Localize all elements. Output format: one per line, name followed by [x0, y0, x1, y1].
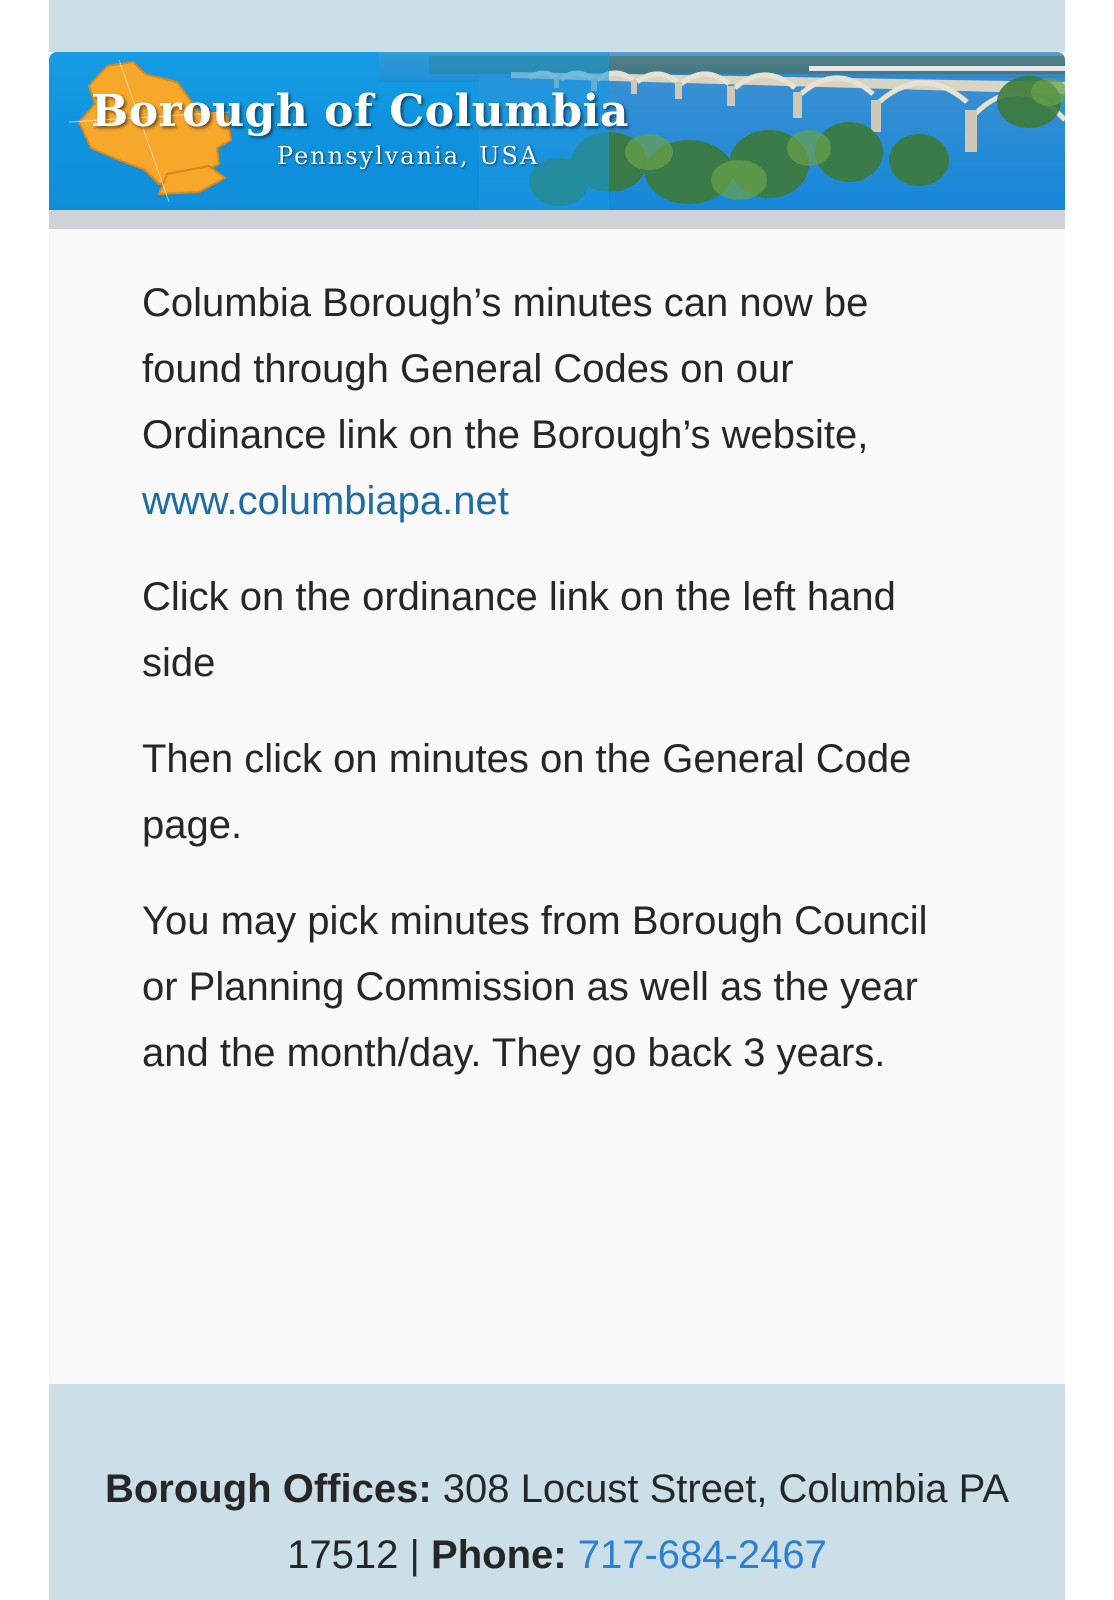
site-banner[interactable]: [49, 52, 1065, 210]
paragraph-minutes-location: [142, 270, 972, 534]
paragraph-ordinance-instructions: Click on the ordinance link on the left hand side: [142, 575, 896, 685]
phone-label: Phone:: [431, 1533, 567, 1577]
site-subtitle: Pennsylvania, USA: [277, 142, 540, 170]
office-address: 308 Locust Street, Columbia PA 17512: [287, 1467, 1010, 1577]
paragraph-pick-minutes: You may pick minutes from Borough Council or Planning Commission as well as the year and the month/day. They go back 3 years.: [142, 899, 928, 1075]
top-strip: [49, 0, 1065, 52]
website-link[interactable]: www.columbiapa.net: [142, 479, 509, 523]
footer-contact: [49, 1456, 1065, 1588]
page-frame: [49, 0, 1065, 1600]
banner-divider: [49, 210, 1065, 229]
offices-label: Borough Offices:: [104, 1467, 432, 1511]
footer-separator: |: [409, 1533, 420, 1577]
paragraph-general-code-instructions: Then click on minutes on the General Code page.: [142, 737, 912, 847]
phone-link[interactable]: 717-684-2467: [577, 1533, 827, 1577]
site-title: Borough of Columbia: [91, 86, 629, 137]
site-footer: [49, 1384, 1065, 1600]
paragraph-1-text: Columbia Borough’s minutes can now be found through General Codes on our Ordinance link on the Borough’s website,: [142, 281, 869, 457]
main-content: [142, 270, 972, 1116]
